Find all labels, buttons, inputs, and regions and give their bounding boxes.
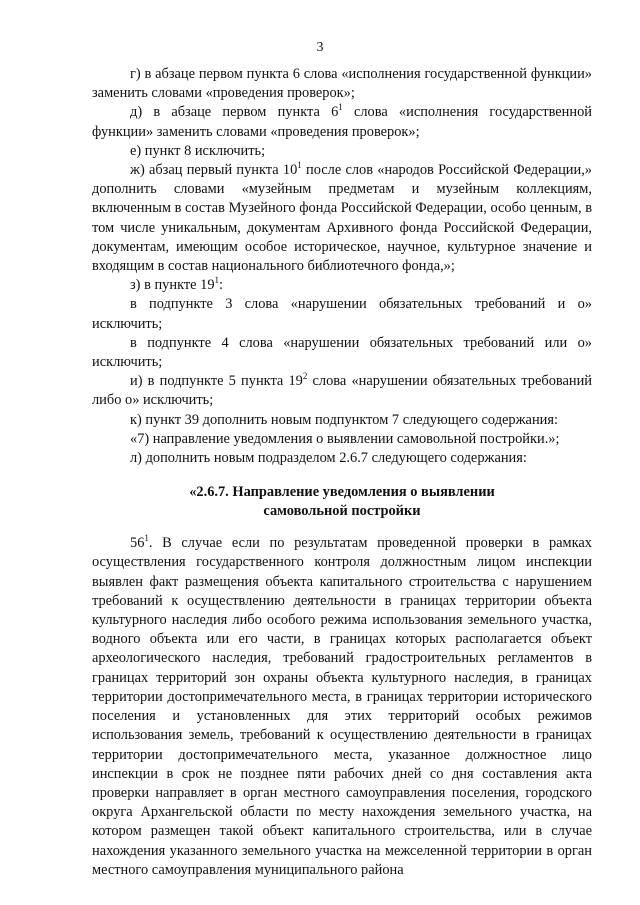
item-d-text-cont: слова «исполнения государственной функции» заменить словами «проведения проверок»; xyxy=(92,104,592,140)
item-k: к) пункт 39 дополнить новым подпунктом 7 следующего содержания: xyxy=(130,411,558,428)
item-l: л) дополнить новым подразделом 2.6.7 следующего содержания: xyxy=(130,450,527,467)
paragraph-text: . В случае если по результатам проведенной проверки в рамках осуществления государственного контроля должностным лицом инспекции выявлен факт размещения объекта капитального строительства с нарушением требований к осуществлению деятельности в границах территории объекта культурного наследия либо особого режима использования земельного участка, водного объекта или его части, в границах которых располагается объект археологического наследия, требований градостроительных регламентов в границах территорий зон охраны объекта культурного наследия, в границах территории достопримечательного места, в границах территории исторического поселения и установленных для этих территорий особых режимов использования земель, требований к осуществлению деятельности в границах территории достопримечательного места, указанное должностное лицо инспекции в срок не позднее пяти рабочих дней со дня составления акта проверки направляет в орган местного самоуправления поселения, городского округа Архангельской области по месту нахождения земельного участка, на котором размещен такой объект капитального строительства, или в случае нахождения указанного земельного участка на межселенной территории в орган местного самоуправления муниципального района xyxy=(92,535,592,878)
page-number: 3 xyxy=(316,40,324,55)
item-i xyxy=(92,372,592,410)
item-z-text-cont: : xyxy=(219,277,224,294)
section-heading-line-2: самовольной постройки xyxy=(263,503,421,520)
item-z-subitem-2: в подпункте 4 слова «нарушении обязательных требований или о» исключить; xyxy=(92,334,592,371)
section-heading-line-1: «2.6.7. Направление уведомления о выявлении xyxy=(189,484,495,501)
item-zh-text: ж) абзац первый пункта 10 xyxy=(130,162,298,179)
item-e: е) пункт 8 исключить; xyxy=(130,142,266,159)
item-d-text: д) в абзаце первом пункта 6 xyxy=(130,104,339,121)
item-z-subitem-1: в подпункте 3 слова «нарушении обязательных требований и о» исключить; xyxy=(92,296,592,332)
item-z xyxy=(92,276,592,295)
item-z-superscript: 1 xyxy=(214,275,220,286)
item-i-superscript: 2 xyxy=(302,371,308,382)
item-z-text: з) в пункте 19 xyxy=(130,277,215,294)
item-d xyxy=(92,103,592,141)
item-i-text-cont: слова «нарушении обязательных требований либо о» исключить; xyxy=(92,373,592,409)
item-g: г) в абзаце первом пункта 6 слова «исполнения государственной функции» заменить словами «проведения проверок»; xyxy=(92,66,592,102)
item-d-superscript: 1 xyxy=(338,102,343,113)
paragraph-number: 56 xyxy=(130,535,145,552)
paragraph-superscript: 1 xyxy=(144,533,149,544)
item-k-quote: «7) направление уведомления о выявлении самовольной постройки.»; xyxy=(130,430,560,447)
document-body xyxy=(92,65,592,880)
section-paragraph xyxy=(92,534,592,880)
item-zh-superscript: 1 xyxy=(297,160,302,171)
item-zh xyxy=(92,161,592,276)
section-heading xyxy=(92,483,592,521)
item-i-text: и) в подпункте 5 пункта 19 xyxy=(130,373,303,390)
item-zh-text-cont: после слов «народов Российской Федерации,» дополнить словами «музейным предметам и музейным коллекциям, включенным в состав Музейного фонда Российской Федерации, особо ценным, в том числе уникальным, документам Архивного фонда Российской Федерации, документам, имеющим особое историческое, научное, культурное значение и входящим в состав национального библиотечного фонда,»; xyxy=(92,162,592,275)
